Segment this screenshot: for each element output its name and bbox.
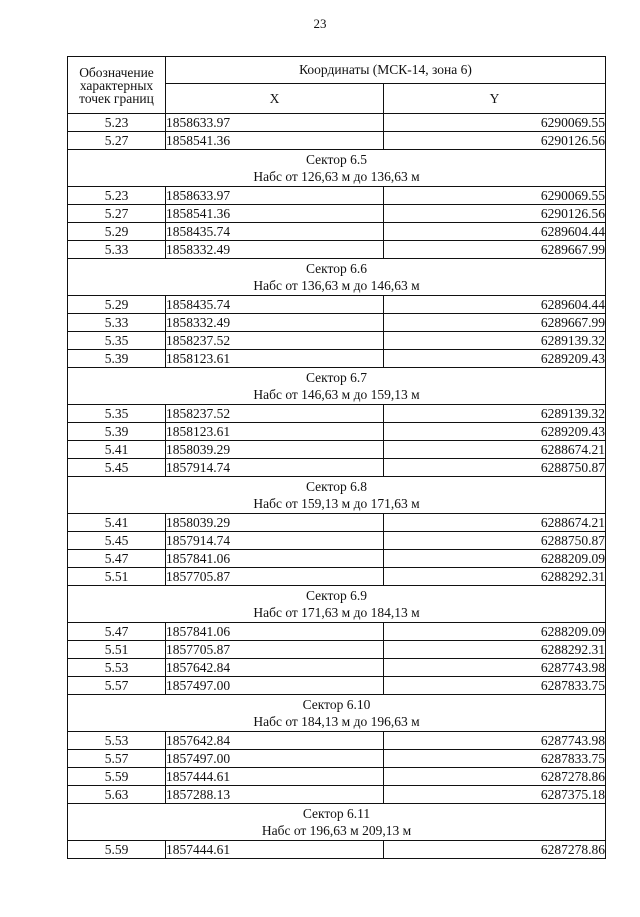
sector-title: Сектор 6.8 [305,479,367,494]
point-cell: 5.39 [68,423,166,441]
x-cell: 1857642.84 [166,732,384,750]
x-cell: 1858123.61 [166,350,384,368]
point-cell: 5.23 [68,114,166,132]
point-cell: 5.47 [68,623,166,641]
point-cell: 5.39 [68,350,166,368]
table-row [68,459,606,477]
x-cell: 1857642.84 [166,659,384,677]
y-column-header: Y [384,84,606,114]
y-cell: 6288292.31 [384,568,606,586]
y-cell: 6289139.32 [384,332,606,350]
x-cell: 1858237.52 [166,332,384,350]
y-cell: 6289604.44 [384,296,606,314]
point-cell: 5.51 [68,568,166,586]
x-column-header: X [166,84,384,114]
y-cell: 6289667.99 [384,241,606,259]
y-cell: 6289604.44 [384,223,606,241]
x-cell: 1857444.61 [166,841,384,859]
point-cell: 5.47 [68,550,166,568]
y-cell: 6287743.98 [384,659,606,677]
table-row [68,132,606,150]
sector-range: Набс от 159,13 м до 171,63 м [253,496,420,511]
y-cell: 6288209.09 [384,550,606,568]
sector-title: Сектор 6.10 [302,697,371,712]
sector-range: Набс от 126,63 м до 136,63 м [253,169,420,184]
y-cell: 6290126.56 [384,205,606,223]
table-row [68,296,606,314]
point-cell: 5.51 [68,641,166,659]
table-row [68,205,606,223]
point-cell: 5.29 [68,223,166,241]
x-cell: 1858435.74 [166,223,384,241]
point-cell: 5.33 [68,314,166,332]
x-cell: 1857288.13 [166,786,384,804]
y-cell: 6288750.87 [384,459,606,477]
designation-header: Обозначение характерных точек границ [68,57,166,114]
x-cell: 1857497.00 [166,750,384,768]
x-cell: 1857914.74 [166,532,384,550]
y-cell: 6288674.21 [384,441,606,459]
table-row [68,659,606,677]
y-cell: 6288209.09 [384,623,606,641]
y-cell: 6287833.75 [384,750,606,768]
sector-header [68,259,606,296]
point-cell: 5.35 [68,332,166,350]
x-cell: 1858123.61 [166,423,384,441]
point-cell: 5.57 [68,750,166,768]
x-cell: 1858633.97 [166,187,384,205]
point-cell: 5.53 [68,659,166,677]
table-row [68,514,606,532]
point-cell: 5.27 [68,205,166,223]
table-row [68,241,606,259]
x-cell: 1857841.06 [166,550,384,568]
x-cell: 1857914.74 [166,459,384,477]
sector-range: Набс от 136,63 м до 146,63 м [253,278,420,293]
table-row [68,841,606,859]
x-cell: 1857705.87 [166,568,384,586]
y-cell: 6287743.98 [384,732,606,750]
x-cell: 1858039.29 [166,441,384,459]
table-row [68,314,606,332]
coordinates-table [67,56,606,859]
table-row [68,223,606,241]
y-cell: 6290069.55 [384,114,606,132]
table-row [68,750,606,768]
x-cell: 1857841.06 [166,623,384,641]
y-cell: 6289209.43 [384,350,606,368]
sector-header [68,695,606,732]
y-cell: 6287278.86 [384,841,606,859]
y-cell: 6290126.56 [384,132,606,150]
table-row [68,641,606,659]
x-cell: 1858633.97 [166,114,384,132]
x-cell: 1857705.87 [166,641,384,659]
point-cell: 5.59 [68,768,166,786]
table-row [68,332,606,350]
table-row [68,350,606,368]
sector-header-row [68,695,606,732]
sector-header-row [68,804,606,841]
sector-header-row [68,368,606,405]
sector-title: Сектор 6.11 [302,806,371,821]
sector-header-row [68,259,606,296]
table-row [68,568,606,586]
sector-title: Сектор 6.6 [305,261,367,276]
y-cell: 6287278.86 [384,768,606,786]
sector-header [68,368,606,405]
point-cell: 5.59 [68,841,166,859]
sector-header [68,150,606,187]
table-row [68,532,606,550]
sector-title: Сектор 6.7 [305,370,367,385]
point-cell: 5.63 [68,786,166,804]
table-row [68,623,606,641]
point-cell: 5.33 [68,241,166,259]
y-cell: 6288750.87 [384,532,606,550]
y-cell: 6289667.99 [384,314,606,332]
sector-header [68,477,606,514]
x-cell: 1858332.49 [166,241,384,259]
x-cell: 1858039.29 [166,514,384,532]
sector-range: Набс от 171,63 м до 184,13 м [253,605,420,620]
y-cell: 6289209.43 [384,423,606,441]
sector-header-row [68,150,606,187]
table-row [68,423,606,441]
sector-title: Сектор 6.9 [305,588,367,603]
coordinates-header: Координаты (МСК-14, зона 6) [166,57,606,84]
point-cell: 5.23 [68,187,166,205]
sector-title: Сектор 6.5 [305,152,367,167]
point-cell: 5.57 [68,677,166,695]
x-cell: 1857444.61 [166,768,384,786]
table-row [68,405,606,423]
point-cell: 5.45 [68,459,166,477]
table-body [68,114,606,859]
sector-header-row [68,477,606,514]
table-row [68,732,606,750]
x-cell: 1857497.00 [166,677,384,695]
sector-range: Набс от 146,63 м до 159,13 м [253,387,420,402]
point-cell: 5.53 [68,732,166,750]
x-cell: 1858541.36 [166,205,384,223]
x-cell: 1858332.49 [166,314,384,332]
y-cell: 6287833.75 [384,677,606,695]
table-row [68,550,606,568]
x-cell: 1858237.52 [166,405,384,423]
point-cell: 5.27 [68,132,166,150]
sector-header [68,804,606,841]
table-row [68,786,606,804]
table-row [68,441,606,459]
x-cell: 1858541.36 [166,132,384,150]
y-cell: 6288674.21 [384,514,606,532]
point-cell: 5.35 [68,405,166,423]
table-row [68,114,606,132]
point-cell: 5.41 [68,441,166,459]
sector-header-row [68,586,606,623]
sector-header [68,586,606,623]
table-row [68,677,606,695]
y-cell: 6289139.32 [384,405,606,423]
table-row [68,768,606,786]
y-cell: 6288292.31 [384,641,606,659]
point-cell: 5.29 [68,296,166,314]
table-row [68,187,606,205]
y-cell: 6290069.55 [384,187,606,205]
point-cell: 5.41 [68,514,166,532]
y-cell: 6287375.18 [384,786,606,804]
sector-range: Набс от 184,13 м до 196,63 м [253,714,420,729]
page-number: 23 [313,16,327,31]
x-cell: 1858435.74 [166,296,384,314]
point-cell: 5.45 [68,532,166,550]
sector-range: Набс от 196,63 м 209,13 м [261,823,412,838]
